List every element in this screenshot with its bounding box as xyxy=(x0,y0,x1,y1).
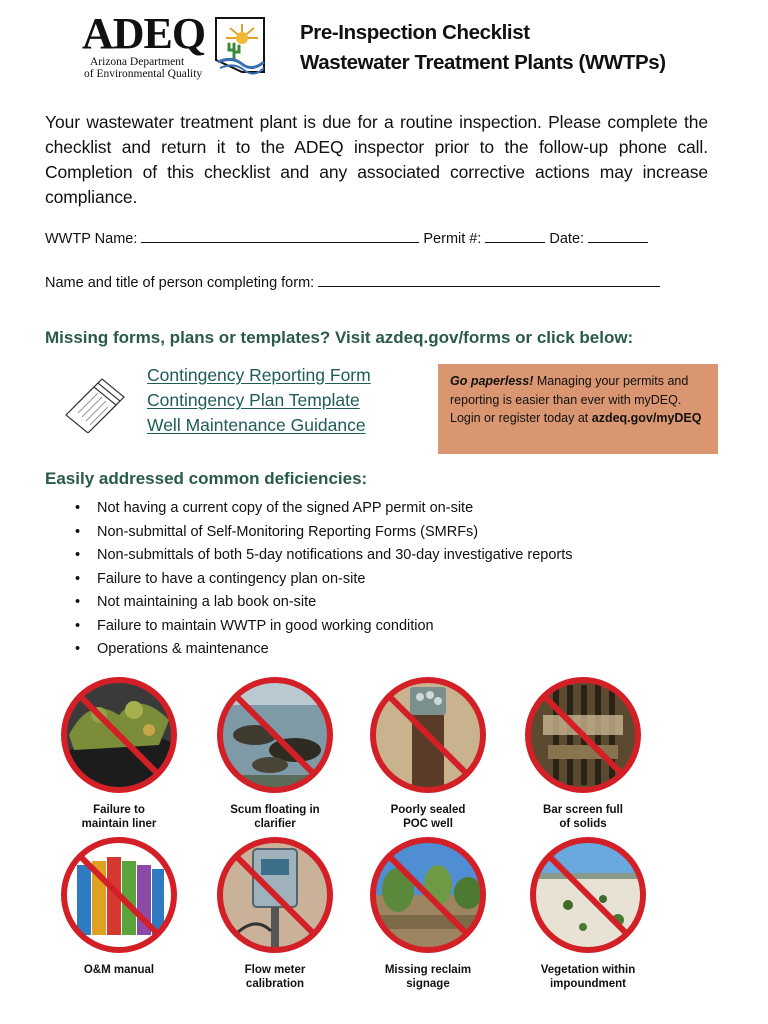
photo-caption xyxy=(215,963,335,991)
mydeq-link[interactable]: azdeq.gov/myDEQ xyxy=(591,411,702,425)
permit-field[interactable] xyxy=(485,229,545,243)
caption-line2: impoundment xyxy=(549,978,627,990)
flow-meter-photo xyxy=(215,835,335,955)
list-item: • Not having a current copy of the signed APP permit on-site xyxy=(75,497,573,521)
list-item: • Not maintaining a lab book on-site xyxy=(75,591,573,615)
list-item: • Non-submittals of both 5-day notifications and 30-day investigative reports xyxy=(75,544,573,568)
liner-photo xyxy=(59,675,179,795)
caption-line2: calibration xyxy=(245,978,305,990)
form-row-2 xyxy=(45,273,664,291)
clarifier-photo xyxy=(215,675,335,795)
form-links xyxy=(147,363,371,438)
arizona-state-icon xyxy=(212,16,268,78)
reclaim-photo-card xyxy=(368,835,488,991)
title-line2: Wastewater Treatment Plants (WWTPs) xyxy=(300,51,666,74)
person-label: Name and title of person completing form: xyxy=(45,275,315,291)
date-label: Date: xyxy=(549,231,585,247)
contingency-plan-template-link[interactable]: Contingency Plan Template xyxy=(147,390,360,410)
forms-heading: Missing forms, plans or templates? Visit azdeq.gov/forms or click below: xyxy=(45,328,634,347)
well-photo-card xyxy=(368,675,488,831)
binders-photo-card xyxy=(59,835,179,977)
paperless-callout xyxy=(438,364,718,454)
caption-line2: maintain liner xyxy=(81,818,157,830)
page-header xyxy=(82,9,702,82)
flow-meter-photo-card xyxy=(215,835,335,991)
date-field[interactable] xyxy=(588,229,648,243)
title-line1: Pre-Inspection Checklist xyxy=(300,21,530,44)
deficiencies-heading: Easily addressed common deficiencies: xyxy=(45,469,368,488)
deficiencies-list xyxy=(75,497,573,662)
caption-line1: Scum floating in xyxy=(230,804,320,816)
vegetation-photo xyxy=(528,835,648,955)
well-maintenance-guidance-link[interactable]: Well Maintenance Guidance xyxy=(147,415,366,435)
vegetation-photo-card xyxy=(528,835,648,991)
permit-label: Permit #: xyxy=(423,231,482,247)
reclaim-photo xyxy=(368,835,488,955)
logo-wordmark: ADEQ xyxy=(82,9,206,58)
list-item: • Failure to have a contingency plan on-site xyxy=(75,568,573,592)
caption-line1: Poorly sealed xyxy=(390,804,466,816)
caption-line2: clarifier xyxy=(254,818,296,830)
photo-caption xyxy=(59,803,179,831)
caption-line1: Flow meter xyxy=(244,964,306,976)
list-item: • Operations & maintenance xyxy=(75,638,573,662)
caption-line1: Failure to xyxy=(93,804,145,816)
form-row-1 xyxy=(45,229,652,247)
bar-screen-photo-card xyxy=(523,675,643,831)
photo-caption xyxy=(523,803,643,831)
paperless-text: Managing your permits and reporting is easier than ever with myDEQ. Login or register today at xyxy=(450,374,689,425)
caption-line1: Vegetation within xyxy=(540,964,636,976)
adeq-logo xyxy=(82,9,282,82)
wwtp-name-field[interactable] xyxy=(141,229,419,243)
binders-photo xyxy=(59,835,179,955)
intro-paragraph: Your wastewater treatment plant is due for a routine inspection. Please complete the checklist and return it to the ADEQ inspector prior to the follow-up phone call. Completion of this checklist and any associated corrective actions may increase compliance. xyxy=(45,112,708,207)
liner-photo-card xyxy=(59,675,179,831)
caption-line2: of solids xyxy=(559,818,607,830)
well-photo xyxy=(368,675,488,795)
bar-screen-photo xyxy=(523,675,643,795)
paperless-emphasis: Go paperless! xyxy=(450,374,534,388)
clarifier-photo-card xyxy=(215,675,335,831)
list-item: • Failure to maintain WWTP in good working condition xyxy=(75,615,573,639)
person-field[interactable] xyxy=(318,273,660,287)
contingency-reporting-form-link[interactable]: Contingency Reporting Form xyxy=(147,365,371,385)
documents-icon xyxy=(62,375,128,433)
photo-caption xyxy=(59,963,179,977)
page-title xyxy=(300,18,666,78)
photo-caption xyxy=(368,803,488,831)
caption-line2: POC well xyxy=(403,818,453,830)
logo-subtitle-line1: Arizona Department xyxy=(90,56,185,68)
caption-line1: O&M manual xyxy=(83,964,155,976)
caption-line1: Bar screen full xyxy=(543,804,623,816)
photo-caption xyxy=(368,963,488,991)
list-item: • Non-submittal of Self-Monitoring Reporting Forms (SMRFs) xyxy=(75,521,573,545)
photo-caption xyxy=(215,803,335,831)
wwtp-name-label: WWTP Name: xyxy=(45,231,138,247)
logo-subtitle-line2: of Environmental Quality xyxy=(84,68,203,80)
photo-caption xyxy=(528,963,648,991)
caption-line2: signage xyxy=(406,978,450,990)
caption-line1: Missing reclaim xyxy=(384,964,472,976)
